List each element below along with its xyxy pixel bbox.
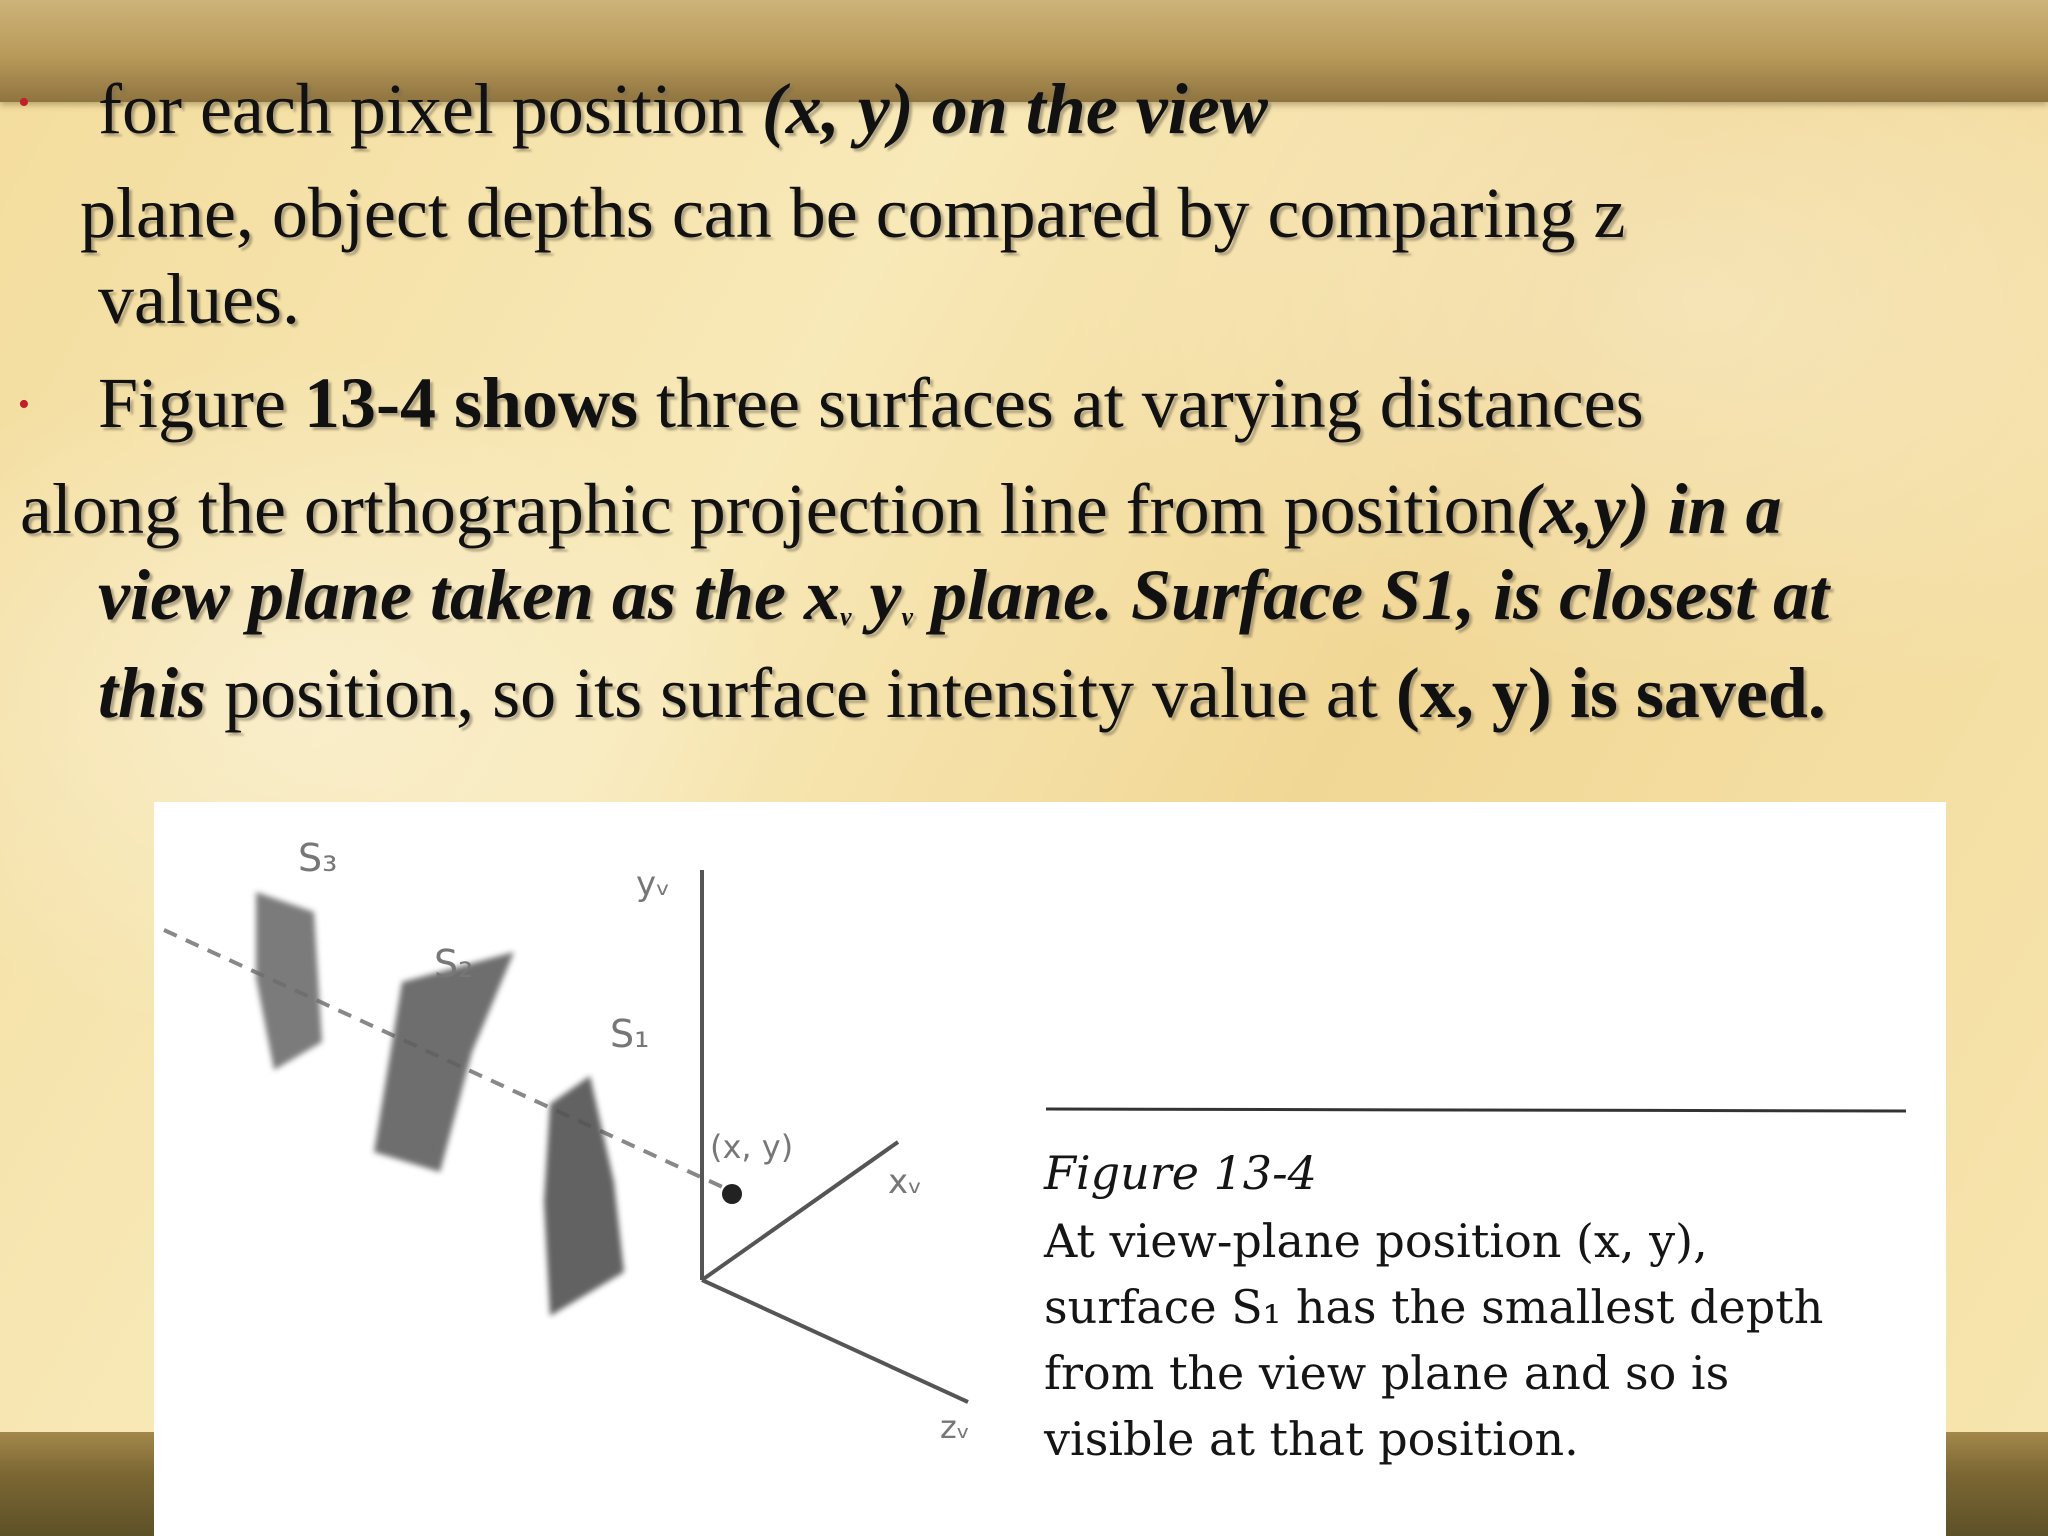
subscript-v-2: v (901, 602, 914, 631)
bullet2-line4-bold: (x, y) is saved. (1395, 653, 1826, 733)
bullet2-line1-text-c: three surfaces at varying distances (638, 363, 1644, 443)
caption-title: Figure 13-4 (1044, 1146, 1317, 1200)
bullet1-line3: values. (98, 259, 300, 339)
caption-line-3: from the view plane and so is (1044, 1346, 1730, 1400)
label-zv: zᵥ (940, 1408, 971, 1446)
bullet1-line2: plane, object depths can be compared by comparing z (80, 173, 1626, 253)
surface-s1 (544, 1076, 624, 1316)
surface-s3 (256, 892, 322, 1070)
bullet2-line2-emphasis: (x,y) in a (1515, 469, 1782, 549)
bullet1-line1 (98, 66, 1268, 152)
bullet2-line2-text: along the orthographic projection line from position (20, 469, 1516, 549)
z-axis (702, 1280, 968, 1402)
bullet2-line3-text-a: view plane taken as the x (98, 555, 840, 635)
label-s1: S₁ (610, 1012, 650, 1056)
label-yv: yᵥ (636, 864, 671, 904)
label-s3: S₃ (298, 836, 338, 880)
bullet2-figure-ref: 13-4 shows (303, 363, 639, 443)
caption-line-4: visible at that position. (1044, 1412, 1579, 1466)
subscript-v-1: v (839, 602, 852, 631)
bullet2-line2 (20, 466, 1782, 552)
bullet2-line1-text-a: Figure (98, 363, 304, 443)
figure-13-4-panel (154, 802, 1946, 1536)
bullet2-line1 (98, 360, 1644, 446)
caption-line-1: At view-plane position (x, y), (1044, 1214, 1708, 1268)
view-point-dot (722, 1184, 742, 1204)
bullet1-line1-text: for each pixel position (98, 69, 762, 149)
bullet2-line4 (98, 650, 1826, 736)
caption-line-2: surface S₁ has the smallest depth (1044, 1280, 1824, 1334)
caption-rule (1046, 1109, 1906, 1111)
bullet2-line3-text-b: y (851, 555, 902, 635)
label-xv: xᵥ (888, 1162, 923, 1202)
label-point-xy: (x, y) (710, 1128, 794, 1166)
bullet2-line4-text: position, so its surface intensity value at (206, 653, 1396, 733)
bullet2-line3-text-c: plane. Surface S1, is closest at (913, 555, 1830, 635)
bullet2-line3 (98, 552, 1829, 660)
bullet-marker-2: • (18, 386, 30, 423)
bullet1-line1-emphasis: (x, y) on the view (761, 69, 1268, 149)
bullet-marker-1: • (18, 84, 30, 121)
bullet2-line4-emphasis: this (98, 653, 207, 733)
label-s2: S₂ (434, 942, 474, 986)
